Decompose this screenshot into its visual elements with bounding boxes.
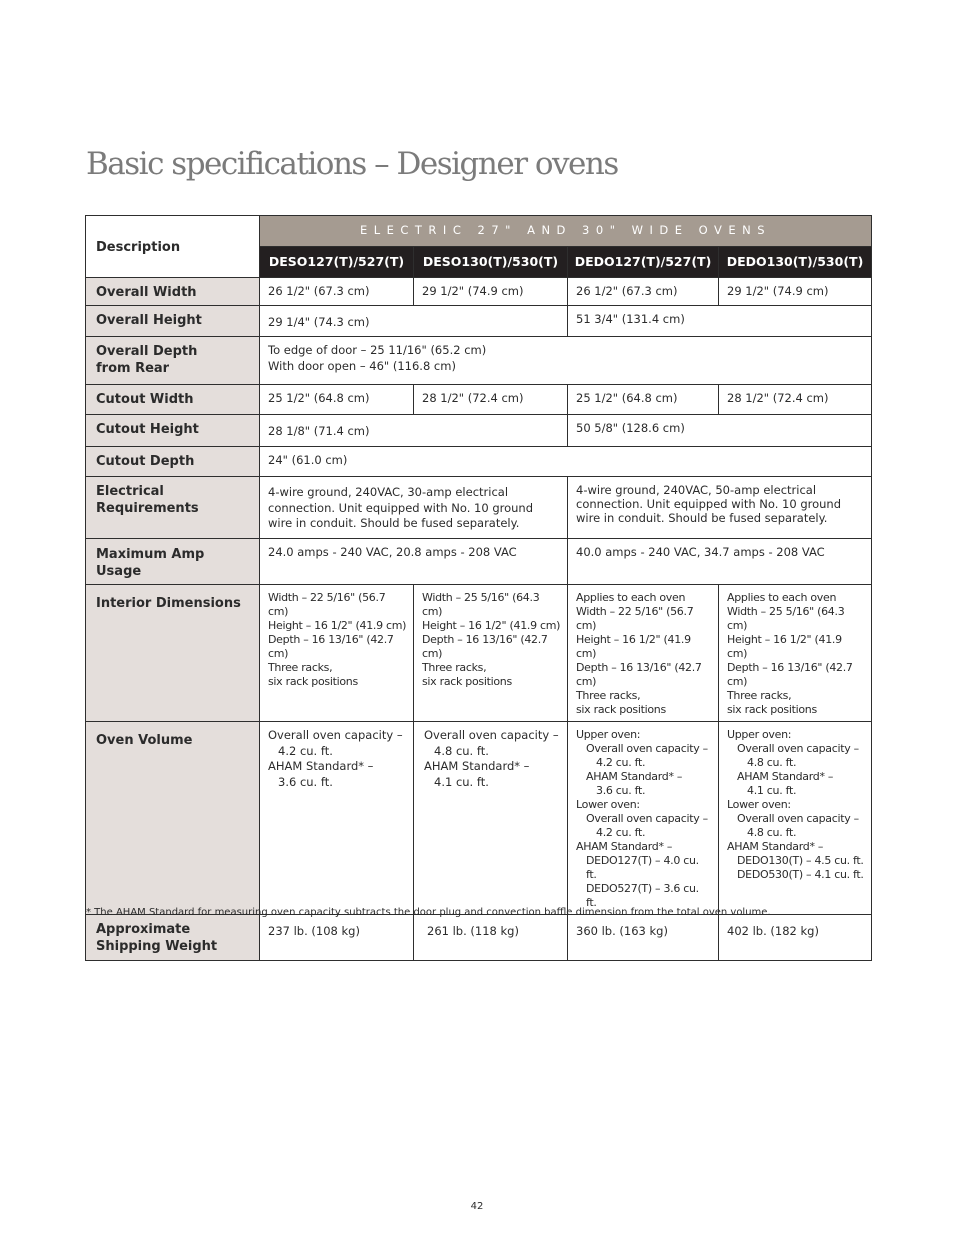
cell-line: Overall oven capacity – [737,812,859,825]
table-cell [260,722,414,915]
table-row-cutout-height [86,415,872,447]
cell-line: Width – 25 5/16" (64.3 cm) [422,591,540,618]
table-row-shipping [86,915,872,961]
cell-line: 4.1 cu. ft. [434,774,489,789]
row-label: Approximate Shipping Weight [86,915,260,961]
cell-line: With door open – 46" (116.8 cm) [268,358,456,373]
table-cell: 26 1/2" (67.3 cm) [260,278,414,306]
cell-line: AHAM Standard* – [727,840,824,853]
row-label: Oven Volume [86,722,260,915]
description-header: Description [86,216,260,278]
table-cell [414,585,568,722]
cell-line: Overall oven capacity – [424,728,559,742]
cell-line: 4.2 cu. ft. [278,743,333,758]
model-header: DESO130(T)/530(T) [414,247,568,278]
cell-line: 3.6 cu. ft. [278,774,333,789]
table-cell: 51 3/4" (131.4 cm) [568,306,872,337]
cell-line: Width – 25 5/16" (64.3 cm) [727,605,845,632]
cell-line: DEDO130(T) – 4.5 cu. ft. [737,854,864,867]
cell-line: 4-wire ground, 240VAC, 30-amp electrical [268,485,509,499]
cell-line: Overall oven capacity – [586,812,708,825]
table-cell [568,477,872,539]
cell-line: Depth – 16 13/16" (42.7 cm) [268,633,394,660]
cell-line: six rack positions [422,675,512,688]
model-header: DESO127(T)/527(T) [260,247,414,278]
page-title: Basic specifications – Designer ovens [86,146,618,182]
cell-line: 4.2 cu. ft. [596,756,646,769]
cell-line: Three racks, [268,661,333,674]
cell-line: Width – 22 5/16" (56.7 cm) [576,605,694,632]
model-header: DEDO130(T)/530(T) [719,247,872,278]
cell-line: Depth – 16 13/16" (42.7 cm) [422,633,548,660]
cell-line: wire in conduit. Should be fused separately. [576,511,828,525]
row-label: Overall Height [86,306,260,337]
cell-line: Upper oven: [727,728,792,741]
table-cell [719,585,872,722]
cell-line: Depth – 16 13/16" (42.7 cm) [727,661,853,688]
cell-line: Three racks, [576,689,641,702]
table-header-row [86,216,872,247]
cell-line: Height – 16 1/2" (41.9 cm) [576,633,691,660]
cell-line: six rack positions [268,675,358,688]
table-cell: 26 1/2" (67.3 cm) [568,278,719,306]
cell-line: 4.2 cu. ft. [596,826,646,839]
cell-line: Three racks, [422,661,487,674]
table-cell: 28 1/8" (71.4 cm) [260,415,568,447]
model-header: DEDO127(T)/527(T) [568,247,719,278]
row-label: Cutout Height [86,415,260,447]
cell-line: AHAM Standard* – [586,770,683,783]
cell-line: 4.1 cu. ft. [747,784,797,797]
cell-line: AHAM Standard* – [268,759,374,773]
table-cell: 24" (61.0 cm) [260,447,872,477]
cell-line: AHAM Standard* – [424,759,530,773]
table-cell: 40.0 amps - 240 VAC, 34.7 amps - 208 VAC [568,539,872,585]
cell-line: Height – 16 1/2" (41.9 cm) [727,633,842,660]
table-row-cutout-width [86,385,872,415]
table-row-overall-height [86,306,872,337]
cell-line: To edge of door – 25 11/16" (65.2 cm) [268,343,487,357]
row-label-line: from Rear [96,361,170,376]
cell-line: Height – 16 1/2" (41.9 cm) [422,619,561,632]
cell-line: 3.6 cu. ft. [596,784,646,797]
row-label: Interior Dimensions [86,585,260,722]
table-row-overall-depth [86,337,872,385]
cell-line: wire in conduit. Should be fused separately. [268,516,520,530]
table-cell [260,337,872,385]
cell-line: Width – 22 5/16" (56.7 cm) [268,591,386,618]
table-cell: 24.0 amps - 240 VAC, 20.8 amps - 208 VAC [260,539,568,585]
table-cell: 402 lb. (182 kg) [719,915,872,961]
table-cell: 50 5/8" (128.6 cm) [568,415,872,447]
table-row-max-amp [86,539,872,585]
cell-line: DEDO530(T) – 4.1 cu. ft. [737,868,864,881]
row-label: Cutout Depth [86,447,260,477]
table-cell: 25 1/2" (64.8 cm) [260,385,414,415]
cell-line: six rack positions [576,703,666,716]
table-cell [568,722,719,915]
cell-line: connection. Unit equipped with No. 10 ground [576,497,842,511]
table-row-interior [86,585,872,722]
table-row-oven-volume [86,722,872,915]
cell-line: Lower oven: [727,798,791,811]
cell-line: DEDO527(T) – 3.6 cu. ft. [586,882,699,909]
table-cell [260,477,568,539]
table-cell: 237 lb. (108 kg) [260,915,414,961]
row-label: Maximum Amp Usage [86,539,260,585]
cell-line: Lower oven: [576,798,640,811]
row-label: Cutout Width [86,385,260,415]
table-cell [568,585,719,722]
cell-line: Overall oven capacity – [268,728,403,742]
footnote: * The AHAM Standard for measuring oven capacity subtracts the door plug and convection baffle dimension from the total oven volume. [86,907,771,918]
cell-line: connection. Unit equipped with No. 10 ground [268,500,534,515]
table-cell: 29 1/2" (74.9 cm) [414,278,568,306]
table-row-overall-width [86,278,872,306]
cell-line: Three racks, [727,689,792,702]
table-cell [719,722,872,915]
cell-line: six rack positions [727,703,817,716]
page-number: 42 [470,1201,484,1212]
table-row-cutout-depth [86,447,872,477]
cell-line: Overall oven capacity – [586,742,708,755]
cell-line: 4.8 cu. ft. [434,743,489,758]
table-row-electrical [86,477,872,539]
specifications-table [85,215,872,961]
cell-line: DEDO127(T) – 4.0 cu. ft. [586,854,699,881]
table-cell: 29 1/4" (74.3 cm) [260,306,568,337]
table-cell: 29 1/2" (74.9 cm) [719,278,872,306]
row-label-line: Overall Depth [96,344,198,359]
cell-line: 4.8 cu. ft. [747,756,797,769]
table-cell: 25 1/2" (64.8 cm) [568,385,719,415]
cell-line: 4.8 cu. ft. [747,826,797,839]
cell-line: Overall oven capacity – [737,742,859,755]
table-cell: 360 lb. (163 kg) [568,915,719,961]
cell-line: Depth – 16 13/16" (42.7 cm) [576,661,702,688]
cell-line: AHAM Standard* – [737,770,834,783]
table-cell [414,722,568,915]
oven-group-header: ELECTRIC 27" AND 30" WIDE OVENS [260,216,872,247]
row-label: Electrical Requirements [86,477,260,539]
cell-line: Applies to each oven [727,591,837,604]
table-cell [260,585,414,722]
cell-line: Height – 16 1/2" (41.9 cm) [268,619,407,632]
table-cell: 261 lb. (118 kg) [414,915,568,961]
row-label: Overall Width [86,278,260,306]
cell-line: AHAM Standard* – [576,840,673,853]
cell-line: 4-wire ground, 240VAC, 50-amp electrical [576,483,817,497]
cell-line: Applies to each oven [576,591,686,604]
row-label [86,337,260,385]
table-cell: 28 1/2" (72.4 cm) [719,385,872,415]
table-cell: 28 1/2" (72.4 cm) [414,385,568,415]
cell-line: Upper oven: [576,728,641,741]
